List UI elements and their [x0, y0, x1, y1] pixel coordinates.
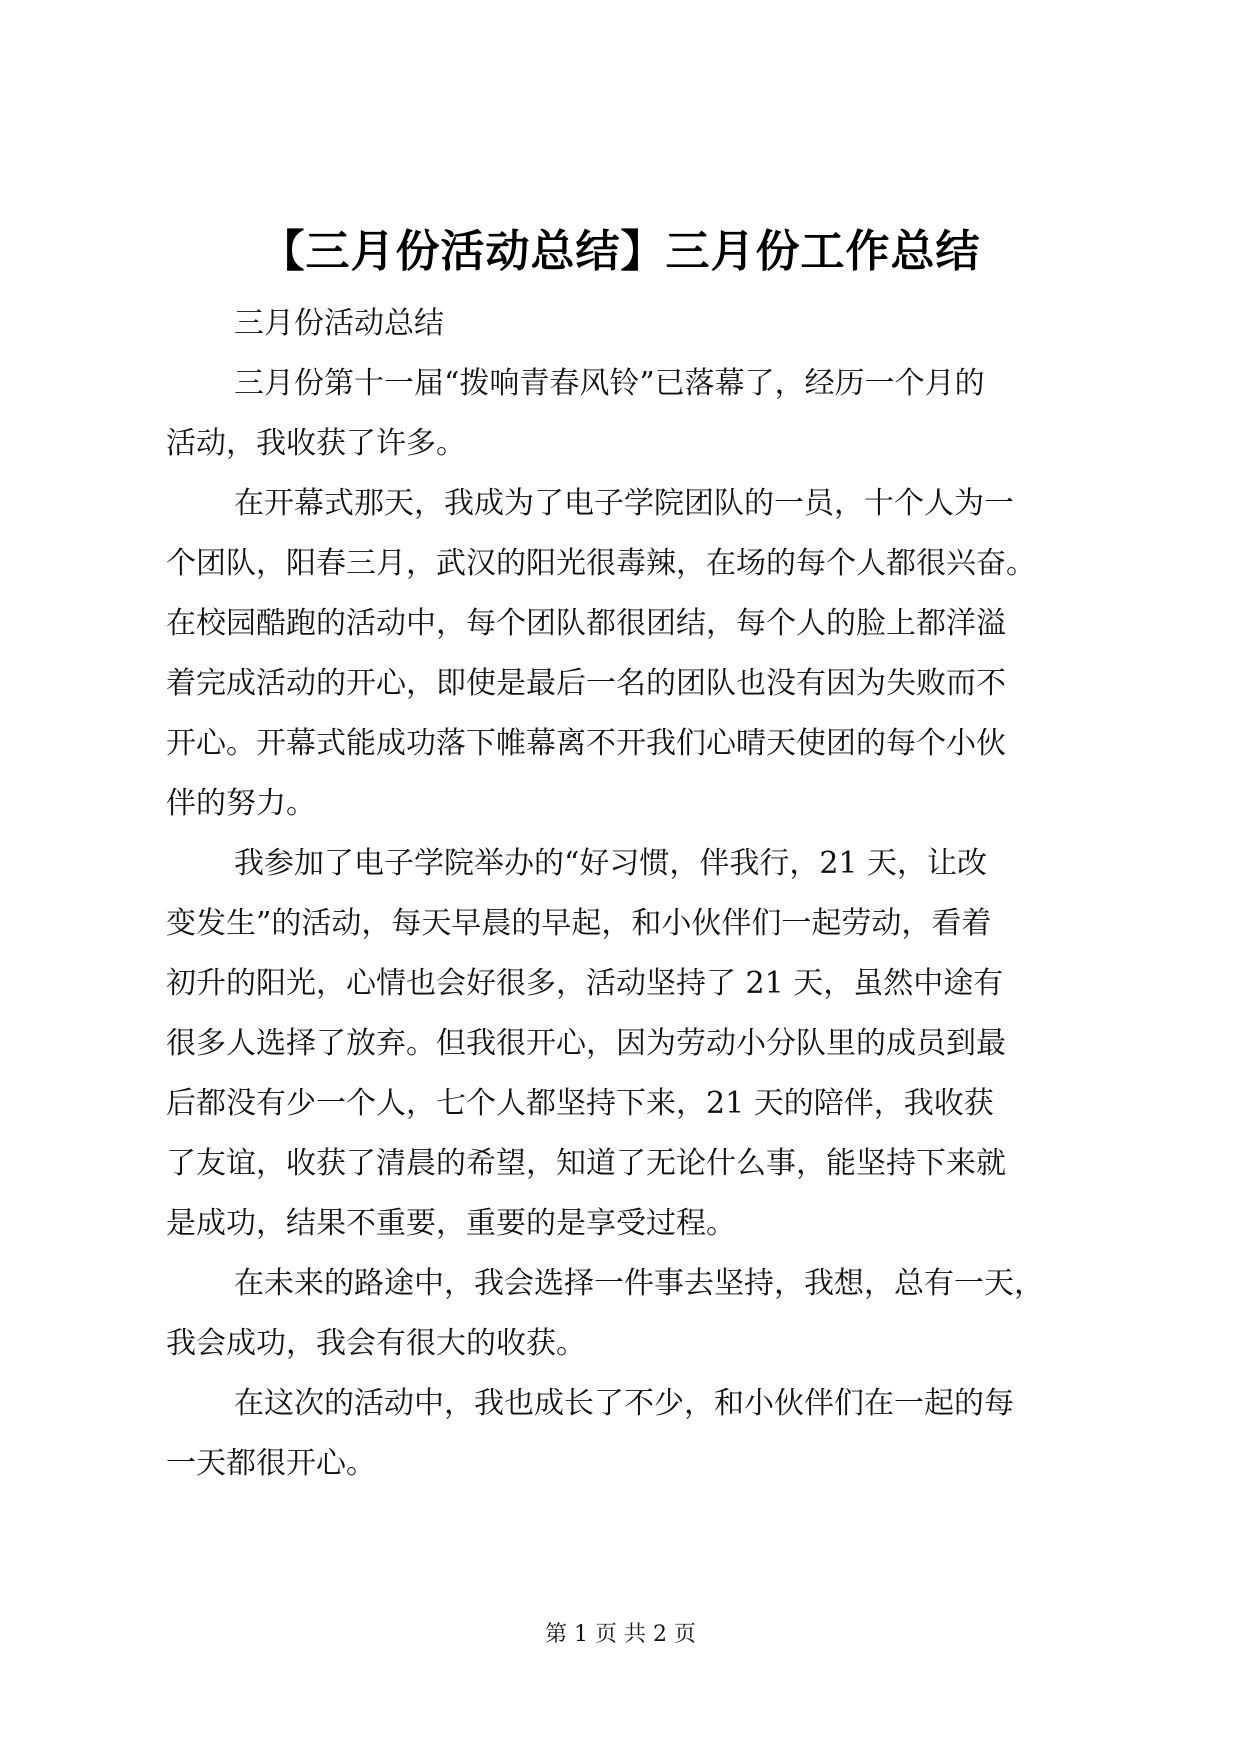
paragraph-line: 三月份活动总结	[234, 306, 444, 341]
paragraph-line: 一天都很开心。	[166, 1446, 376, 1481]
paragraph-line: 后都没有少一个人，七个人都坚持下来，21 天的陪伴，我收获	[166, 1086, 994, 1121]
paragraph	[166, 834, 1086, 1254]
paragraph-line: 在未来的路途中，我会选择一件事去坚持，我想，总有一天，	[234, 1266, 1044, 1301]
paragraph-line: 我参加了电子学院举办的“好习惯，伴我行，21 天，让改	[234, 846, 988, 881]
document-body	[166, 294, 1086, 1494]
paragraph-line: 在开幕式那天，我成为了电子学院团队的一员，十个人为一	[234, 486, 1014, 521]
paragraph	[166, 294, 1086, 354]
paragraph-line: 在这次的活动中，我也成长了不少，和小伙伴们在一起的每	[234, 1386, 1014, 1421]
paragraph-line: 变发生”的活动，每天早晨的早起，和小伙伴们一起劳动，看着	[166, 906, 992, 941]
paragraph-line: 伴的努力。	[166, 786, 316, 821]
paragraph-line: 个团队，阳春三月，武汉的阳光很毒辣，在场的每个人都很兴奋。	[166, 546, 1036, 581]
paragraph-line: 初升的阳光，心情也会好很多，活动坚持了 21 天，虽然中途有	[166, 966, 1004, 1001]
paragraph-line: 着完成活动的开心，即使是最后一名的团队也没有因为失败而不	[166, 666, 1006, 701]
paragraph-line: 是成功，结果不重要，重要的是享受过程。	[166, 1206, 736, 1241]
paragraph	[166, 474, 1086, 834]
paragraph-line: 很多人选择了放弃。但我很开心，因为劳动小分队里的成员到最	[166, 1026, 1006, 1061]
document-title: 【三月份活动总结】三月份工作总结	[260, 226, 981, 277]
paragraph	[166, 354, 1086, 474]
paragraph-line: 在校园酷跑的活动中，每个团队都很团结，每个人的脸上都洋溢	[166, 606, 1006, 641]
paragraph-line: 开心。开幕式能成功落下帷幕离不开我们心晴天使团的每个小伙	[166, 726, 1006, 761]
paragraph	[166, 1254, 1086, 1374]
paragraph-line: 三月份第十一届“拨响青春风铃”已落幕了，经历一个月的	[234, 366, 985, 401]
paragraph	[166, 1374, 1086, 1494]
paragraph-line: 活动，我收获了许多。	[166, 426, 466, 461]
paragraph-line: 了友谊，收获了清晨的希望，知道了无论什么事，能坚持下来就	[166, 1146, 1006, 1181]
paragraph-line: 我会成功，我会有很大的收获。	[166, 1326, 586, 1361]
page-footer: 第 1 页 共 2 页	[545, 1622, 696, 1647]
